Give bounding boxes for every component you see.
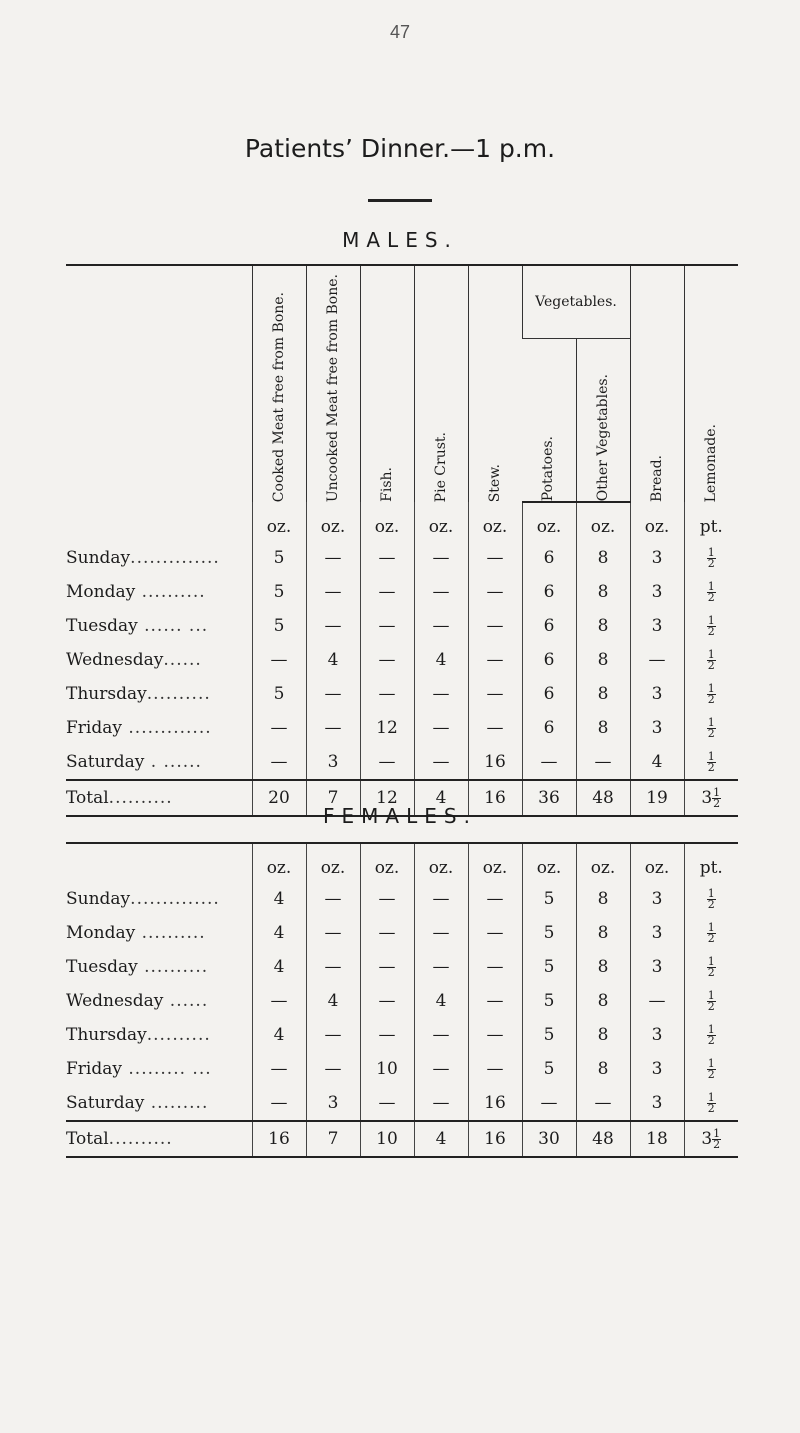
value-cell: 3 — [630, 575, 684, 609]
value-cell: — — [522, 1086, 576, 1121]
units-label-blank — [66, 502, 252, 541]
value-cell: — — [414, 1052, 468, 1086]
half-fraction: $\frac{1}{2}$ — [707, 1090, 715, 1115]
value-cell: — — [414, 745, 468, 780]
value-cell: 3 — [630, 609, 684, 643]
value-cell: — — [306, 1018, 360, 1052]
col-header-lemonade: Lemonade. — [684, 265, 738, 502]
value-cell: 3 — [630, 541, 684, 575]
value-cell: — — [468, 882, 522, 916]
value-cell: 30 — [522, 1121, 576, 1157]
table-row — [66, 1018, 738, 1052]
value-cell: — — [306, 882, 360, 916]
value-cell: 5 — [252, 677, 306, 711]
title-rule — [368, 199, 432, 202]
half-fraction: $\frac{1}{2}$ — [707, 681, 715, 706]
value-cell: — — [306, 677, 360, 711]
value-cell: — — [468, 1018, 522, 1052]
value-cell — [684, 643, 738, 677]
value-cell: 6 — [522, 677, 576, 711]
total-row — [66, 1121, 738, 1157]
value-cell: — — [252, 1086, 306, 1121]
value-cell: 5 — [522, 984, 576, 1018]
value-cell: 4 — [414, 984, 468, 1018]
value-cell: 48 — [576, 780, 630, 816]
value-cell: 5 — [522, 882, 576, 916]
males-table — [66, 264, 738, 817]
value-cell: 8 — [576, 541, 630, 575]
units-label-blank — [66, 843, 252, 882]
value-cell: 3 $\frac{1}{2}$ — [684, 780, 738, 816]
unit-cell: oz. — [468, 502, 522, 541]
value-cell — [684, 711, 738, 745]
value-cell: 4 — [414, 1121, 468, 1157]
value-cell: — — [468, 643, 522, 677]
unit-cell: oz. — [306, 502, 360, 541]
value-cell: — — [414, 609, 468, 643]
col-header-stew: Stew. — [468, 265, 522, 502]
unit-cell: oz. — [414, 843, 468, 882]
value-cell: 4 — [414, 643, 468, 677]
value-cell: 3 — [630, 916, 684, 950]
day-label: Sunday.............. — [66, 548, 220, 569]
value-cell: — — [360, 882, 414, 916]
value-cell: — — [360, 745, 414, 780]
value-cell: 4 — [414, 780, 468, 816]
value-cell: — — [306, 916, 360, 950]
value-cell: — — [468, 984, 522, 1018]
value-cell: 6 — [522, 711, 576, 745]
value-cell: 5 — [252, 575, 306, 609]
value-cell: 8 — [576, 643, 630, 677]
value-cell: 8 — [576, 1018, 630, 1052]
day-header-blank — [66, 265, 252, 502]
value-cell: — — [630, 984, 684, 1018]
value-cell: 3 — [306, 1086, 360, 1121]
value-cell: 3 — [630, 882, 684, 916]
value-cell: 5 — [252, 541, 306, 575]
value-cell: — — [360, 1086, 414, 1121]
value-cell: 6 — [522, 643, 576, 677]
day-label: Friday ............. — [66, 718, 212, 739]
value-cell: — — [468, 916, 522, 950]
value-cell: 5 — [522, 950, 576, 984]
value-cell — [684, 882, 738, 916]
unit-cell: pt. — [684, 502, 738, 541]
value-cell: 7 — [306, 1121, 360, 1157]
day-label: Tuesday ...... ... — [66, 616, 209, 637]
value-cell: 10 — [360, 1121, 414, 1157]
value-cell — [684, 745, 738, 780]
half-fraction: $\frac{1}{2}$ — [707, 545, 715, 570]
page-title: Patients’ Dinner.—1 p.m. — [244, 134, 556, 163]
value-cell: — — [360, 916, 414, 950]
value-cell: 3 — [630, 1018, 684, 1052]
value-cell: 5 — [522, 916, 576, 950]
value-cell: — — [306, 1052, 360, 1086]
value-cell: 20 — [252, 780, 306, 816]
value-cell: — — [576, 1086, 630, 1121]
unit-cell: oz. — [576, 502, 630, 541]
half-fraction: $\frac{1}{2}$ — [707, 954, 715, 979]
day-label: Saturday ......... — [66, 1093, 209, 1113]
half-fraction: $\frac{1}{2}$ — [707, 988, 715, 1013]
unit-cell: oz. — [252, 843, 306, 882]
value-cell: — — [414, 677, 468, 711]
value-cell — [684, 609, 738, 643]
value-cell: 18 — [630, 1121, 684, 1157]
value-cell: 19 — [630, 780, 684, 816]
day-label: Total.......... — [66, 1121, 252, 1157]
unit-cell: oz. — [414, 502, 468, 541]
value-cell: 8 — [576, 916, 630, 950]
value-cell: 5 — [522, 1052, 576, 1086]
value-cell — [684, 541, 738, 575]
col-header-fish: Fish. — [360, 265, 414, 502]
value-cell: — — [468, 541, 522, 575]
page-number: 47 — [389, 22, 411, 42]
value-cell: 3 — [630, 950, 684, 984]
value-cell: — — [360, 643, 414, 677]
half-fraction: $\frac{1}{2}$ — [707, 647, 715, 672]
day-label: Monday .......... — [66, 582, 206, 603]
col-header-cooked-meat: Cooked Meat free from Bone. — [252, 265, 306, 502]
col-header-vegetables: Vegetables. — [522, 265, 630, 339]
half-fraction: $\frac{1}{2}$ — [707, 1022, 715, 1047]
value-cell: — — [360, 950, 414, 984]
half-fraction: $\frac{1}{2}$ — [713, 1126, 721, 1151]
day-label: Tuesday .......... — [66, 957, 209, 977]
table-row — [66, 643, 738, 677]
unit-cell: oz. — [468, 843, 522, 882]
value-cell: 3 — [306, 745, 360, 780]
value-cell: — — [522, 745, 576, 780]
value-cell: — — [468, 677, 522, 711]
value-cell — [684, 1052, 738, 1086]
value-cell: — — [252, 643, 306, 677]
table-row — [66, 745, 738, 780]
value-cell: 4 — [252, 1018, 306, 1052]
value-cell: — — [306, 950, 360, 984]
table-row — [66, 575, 738, 609]
value-cell: 36 — [522, 780, 576, 816]
males-heading: MALES. — [342, 228, 458, 252]
value-cell — [684, 1086, 738, 1121]
day-label: Wednesday...... — [66, 650, 202, 671]
unit-cell: oz. — [522, 502, 576, 541]
value-cell: 16 — [468, 1086, 522, 1121]
value-cell: — — [252, 745, 306, 780]
value-cell: 3 — [630, 1052, 684, 1086]
unit-cell: oz. — [630, 502, 684, 541]
day-label: Wednesday ...... — [66, 991, 209, 1011]
unit-cell: oz. — [252, 502, 306, 541]
day-label: Friday ......... ... — [66, 1059, 212, 1079]
value-cell: — — [360, 677, 414, 711]
col-header-uncooked-meat: Uncooked Meat free from Bone. — [306, 265, 360, 502]
value-cell: — — [360, 1018, 414, 1052]
half-fraction: $\frac{1}{2}$ — [707, 715, 715, 740]
value-cell: 5 — [522, 1018, 576, 1052]
value-cell: — — [252, 711, 306, 745]
value-cell: — — [468, 711, 522, 745]
value-cell: 8 — [576, 711, 630, 745]
value-cell: 6 — [522, 609, 576, 643]
value-cell: — — [414, 916, 468, 950]
value-cell: 6 — [522, 541, 576, 575]
value-cell: — — [414, 882, 468, 916]
value-cell — [684, 677, 738, 711]
col-header-pie-crust: Pie Crust. — [414, 265, 468, 502]
value-cell: 8 — [576, 677, 630, 711]
value-cell: — — [414, 711, 468, 745]
value-cell: — — [414, 950, 468, 984]
col-header-bread: Bread. — [630, 265, 684, 502]
value-cell — [684, 575, 738, 609]
day-label: Monday .......... — [66, 923, 206, 943]
half-fraction: $\frac{1}{2}$ — [707, 749, 715, 774]
value-cell: 4 — [306, 643, 360, 677]
table-row — [66, 677, 738, 711]
table-row — [66, 541, 738, 575]
value-cell: 8 — [576, 1052, 630, 1086]
value-cell — [684, 916, 738, 950]
table-row — [66, 916, 738, 950]
value-cell: 16 — [468, 1121, 522, 1157]
value-cell: 3 — [630, 1086, 684, 1121]
value-cell: — — [468, 609, 522, 643]
units-row — [66, 502, 738, 541]
value-cell: — — [414, 575, 468, 609]
value-cell: 3 — [630, 711, 684, 745]
value-cell: 48 — [576, 1121, 630, 1157]
table-row — [66, 950, 738, 984]
value-cell: 3 — [630, 677, 684, 711]
value-cell: 16 — [468, 745, 522, 780]
day-label: Thursday.......... — [66, 684, 211, 705]
unit-cell: pt. — [684, 843, 738, 882]
value-cell: — — [306, 711, 360, 745]
half-fraction: $\frac{1}{2}$ — [707, 920, 715, 945]
value-cell: 3 $\frac{1}{2}$ — [684, 1121, 738, 1157]
table-row — [66, 882, 738, 916]
value-cell: 4 — [252, 882, 306, 916]
value-cell: 7 — [306, 780, 360, 816]
value-cell: 4 — [252, 950, 306, 984]
units-row — [66, 843, 738, 882]
value-cell: — — [414, 541, 468, 575]
value-cell: 12 — [360, 711, 414, 745]
half-fraction: $\frac{1}{2}$ — [713, 785, 721, 810]
half-fraction: $\frac{1}{2}$ — [707, 1056, 715, 1081]
value-cell: 12 — [360, 780, 414, 816]
value-cell: 4 — [252, 916, 306, 950]
unit-cell: oz. — [522, 843, 576, 882]
value-cell: — — [306, 609, 360, 643]
value-cell: — — [306, 541, 360, 575]
table-row — [66, 711, 738, 745]
unit-cell: oz. — [306, 843, 360, 882]
value-cell: — — [576, 745, 630, 780]
value-cell: 10 — [360, 1052, 414, 1086]
day-label: Saturday . ...... — [66, 752, 202, 773]
value-cell: — — [468, 575, 522, 609]
value-cell: 8 — [576, 882, 630, 916]
col-header-other-vegetables: Other Vegetables. — [576, 339, 630, 503]
unit-cell: oz. — [630, 843, 684, 882]
half-fraction: $\frac{1}{2}$ — [707, 579, 715, 604]
value-cell: — — [252, 1052, 306, 1086]
value-cell: — — [468, 950, 522, 984]
value-cell: 4 — [630, 745, 684, 780]
value-cell: 8 — [576, 609, 630, 643]
value-cell: — — [360, 984, 414, 1018]
value-cell: 16 — [468, 780, 522, 816]
table-row — [66, 1052, 738, 1086]
value-cell: — — [252, 984, 306, 1018]
value-cell: — — [360, 609, 414, 643]
table-row — [66, 1086, 738, 1121]
value-cell: 5 — [252, 609, 306, 643]
value-cell: 8 — [576, 984, 630, 1018]
value-cell: — — [414, 1018, 468, 1052]
value-cell: 8 — [576, 950, 630, 984]
unit-cell: oz. — [360, 843, 414, 882]
females-heading: FEMALES. — [323, 804, 477, 828]
value-cell: 16 — [252, 1121, 306, 1157]
table-row — [66, 984, 738, 1018]
value-cell — [684, 950, 738, 984]
value-cell: — — [360, 575, 414, 609]
half-fraction: $\frac{1}{2}$ — [707, 886, 715, 911]
col-header-potatoes: Potatoes. — [522, 339, 576, 503]
value-cell: — — [468, 1052, 522, 1086]
table-row — [66, 609, 738, 643]
value-cell: 4 — [306, 984, 360, 1018]
value-cell: — — [414, 1086, 468, 1121]
value-cell: — — [360, 541, 414, 575]
value-cell — [684, 1018, 738, 1052]
value-cell: 8 — [576, 575, 630, 609]
females-table — [66, 842, 738, 1158]
day-label: Total.......... — [66, 780, 252, 816]
value-cell: — — [630, 643, 684, 677]
day-label: Sunday.............. — [66, 889, 220, 909]
value-cell: — — [306, 575, 360, 609]
half-fraction: $\frac{1}{2}$ — [707, 613, 715, 638]
day-label: Thursday.......... — [66, 1025, 211, 1045]
value-cell: 6 — [522, 575, 576, 609]
unit-cell: oz. — [576, 843, 630, 882]
unit-cell: oz. — [360, 502, 414, 541]
value-cell — [684, 984, 738, 1018]
